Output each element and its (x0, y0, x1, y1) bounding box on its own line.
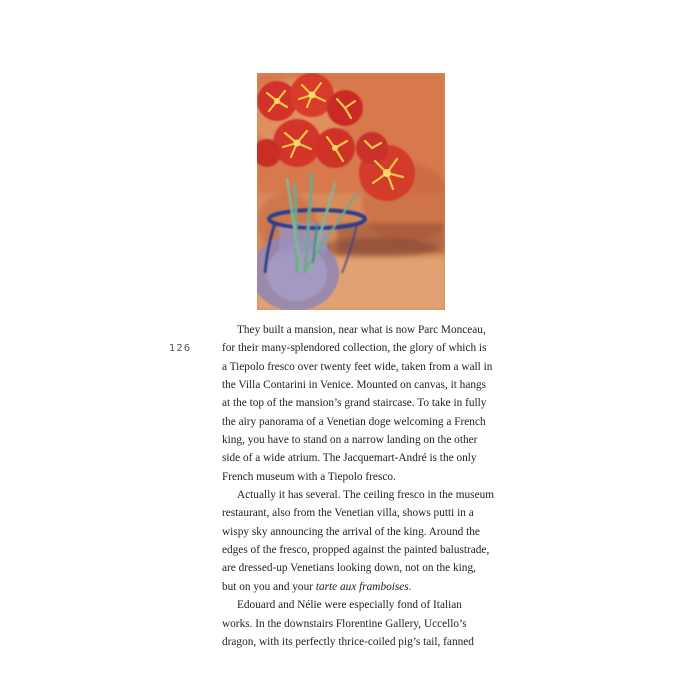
text-line-with-italic (222, 578, 484, 596)
flowers-painting-icon (257, 73, 445, 310)
text-line: are dressed-up Venetians looking down, not on the king, (222, 562, 476, 575)
paragraph (222, 321, 493, 486)
text-line: the Villa Contarini in Venice. Mounted on canvas, it hangs (222, 379, 487, 392)
page-number: 126 (169, 343, 192, 354)
text-line: restaurant, also from the Venetian villa, shows putti in a (222, 507, 474, 520)
text-line: at the top of the mansion’s grand staircase. To take in fully (222, 397, 487, 410)
text-line: Actually it has several. The ceiling fresco in the museum (237, 489, 495, 502)
text-line: a Tiepolo fresco over twenty feet wide, taken from a wall in (222, 360, 493, 373)
text-line: for their many-splendored collection, the glory of which is (222, 342, 487, 355)
painting-illustration (257, 73, 445, 310)
text-line: wispy sky announcing the arrival of the king. Around the (222, 525, 480, 538)
text-line: side of a wide atrium. The Jacquemart-André is the only (222, 452, 477, 465)
body-text (222, 321, 495, 651)
paragraph (222, 486, 495, 596)
text-line: French museum with a Tiepolo fresco. (222, 470, 396, 483)
text-line: Edouard and Nélie were especially fond of Italian (237, 599, 462, 612)
text-line: the airy panorama of a Venetian doge welcoming a French (222, 415, 486, 428)
text-line: king, you have to stand on a narrow landing on the other (222, 434, 478, 447)
text-line: dragon, with its perfectly thrice-coiled pig’s tail, fanned (222, 635, 474, 648)
paragraph (222, 596, 484, 651)
text-line: They built a mansion, near what is now Parc Monceau, (237, 324, 486, 336)
text-line: works. In the downstairs Florentine Gallery, Uccello’s (222, 617, 467, 630)
italic-phrase: tarte aux framboises. (315, 580, 412, 593)
text-fragment: but on you and your (222, 580, 316, 593)
text-line: edges of the fresco, propped against the painted balustrade, (222, 544, 490, 557)
